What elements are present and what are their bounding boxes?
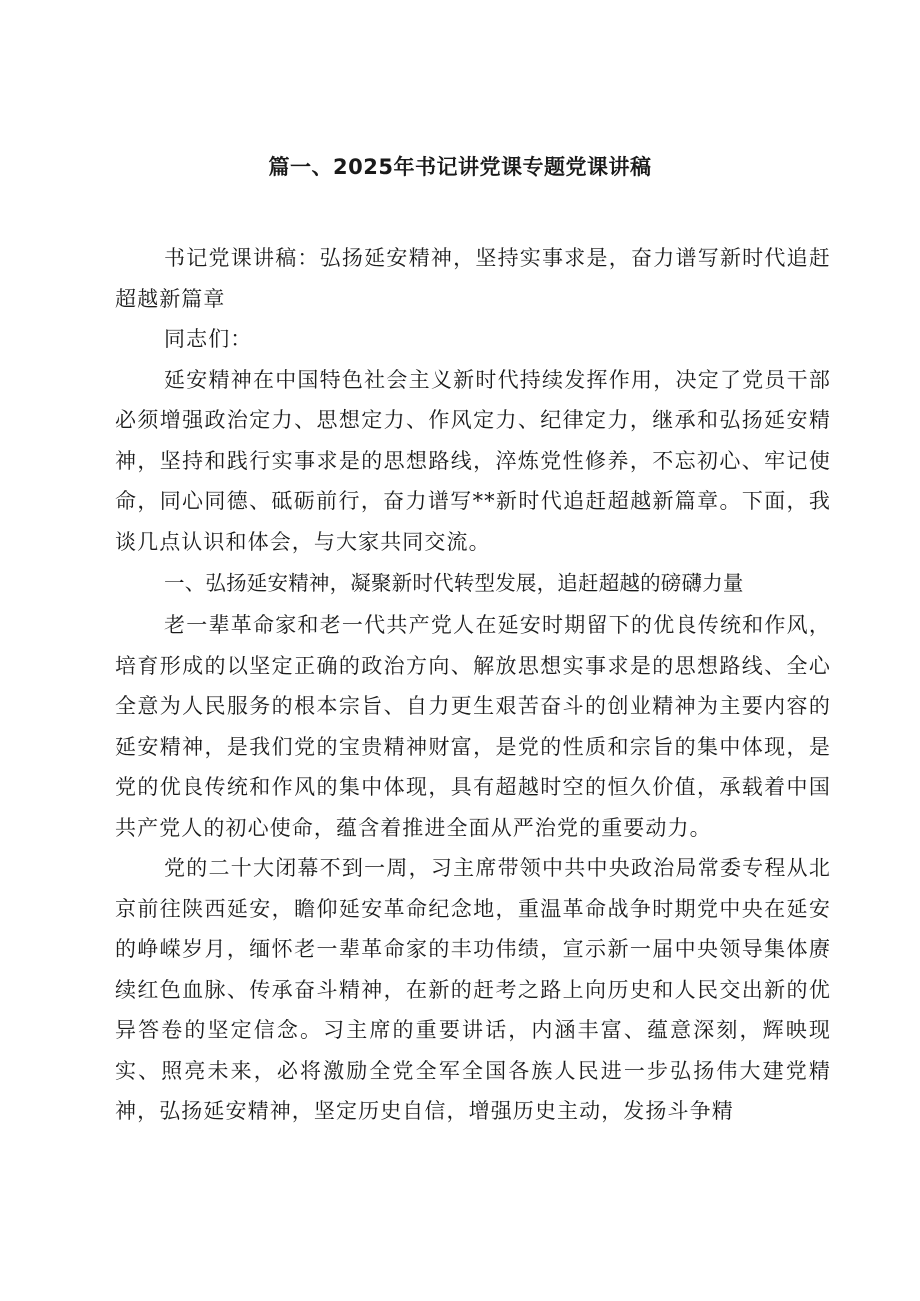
section-paragraph: 老一辈革命家和老一代共产党人在延安时期留下的优良传统和作风，培育形成的以坚定正确的政治方向、解放思想实事求是的思想路线、全心全意为人民服务的根本宗旨、自力更生艰苦奋斗的创业精神为主要内容的延安精神，是我们党的宝贵精神财富，是党的性质和宗旨的集中体现，是党的优良传统和作风的集中体现，具有超越时空的恒久价值，承载着中国共产党人的初心使命，蕴含着推进全面从严治党的重要动力。 [115, 613, 831, 840]
lecture-subtitle-paragraph: 书记党课讲稿：弘扬延安精神，坚持实事求是，奋力谱写新时代追赶超越新篇章 [115, 246, 831, 311]
section-heading: 一、弘扬延安精神，凝聚新时代转型发展，追赶超越的磅礴力量 [164, 571, 744, 595]
intro-paragraph: 延安精神在中国特色社会主义新时代持续发挥作用，决定了党员干部必须增强政治定力、思想定力、作风定力、纪律定力，继承和弘扬延安精神，坚持和践行实事求是的思想路线，淬炼党性修养，不忘初心、牢记使命，同心同德、砥砺前行，奋力谱写**新时代追赶超越新篇章。下面，我谈几点认识和体会，与大家共同交流。 [115, 367, 831, 554]
section-paragraph: 党的二十大闭幕不到一周，习主席带领中共中央政治局常委专程从北京前往陕西延安，瞻仰延安革命纪念地，重温革命战争时期党中央在延安的峥嵘岁月，缅怀老一辈革命家的丰功伟绩，宣示新一届中央领导集体赓续红色血脉、传承奋斗精神，在新的赶考之路上向历史和人民交出新的优异答卷的坚定信念。习主席的重要讲话，内涵丰富、蕴意深刻，辉映现实、照亮未来，必将激励全党全军全国各族人民进一步弘扬伟大建党精神，弘扬延安精神，坚定历史自信，增强历史主动，发扬斗争精 [115, 856, 831, 1123]
document-title: 篇一、2025年书记讲党课专题党课讲稿 [268, 155, 652, 179]
document-body [115, 238, 831, 1132]
salutation-paragraph: 同志们： [164, 327, 253, 351]
